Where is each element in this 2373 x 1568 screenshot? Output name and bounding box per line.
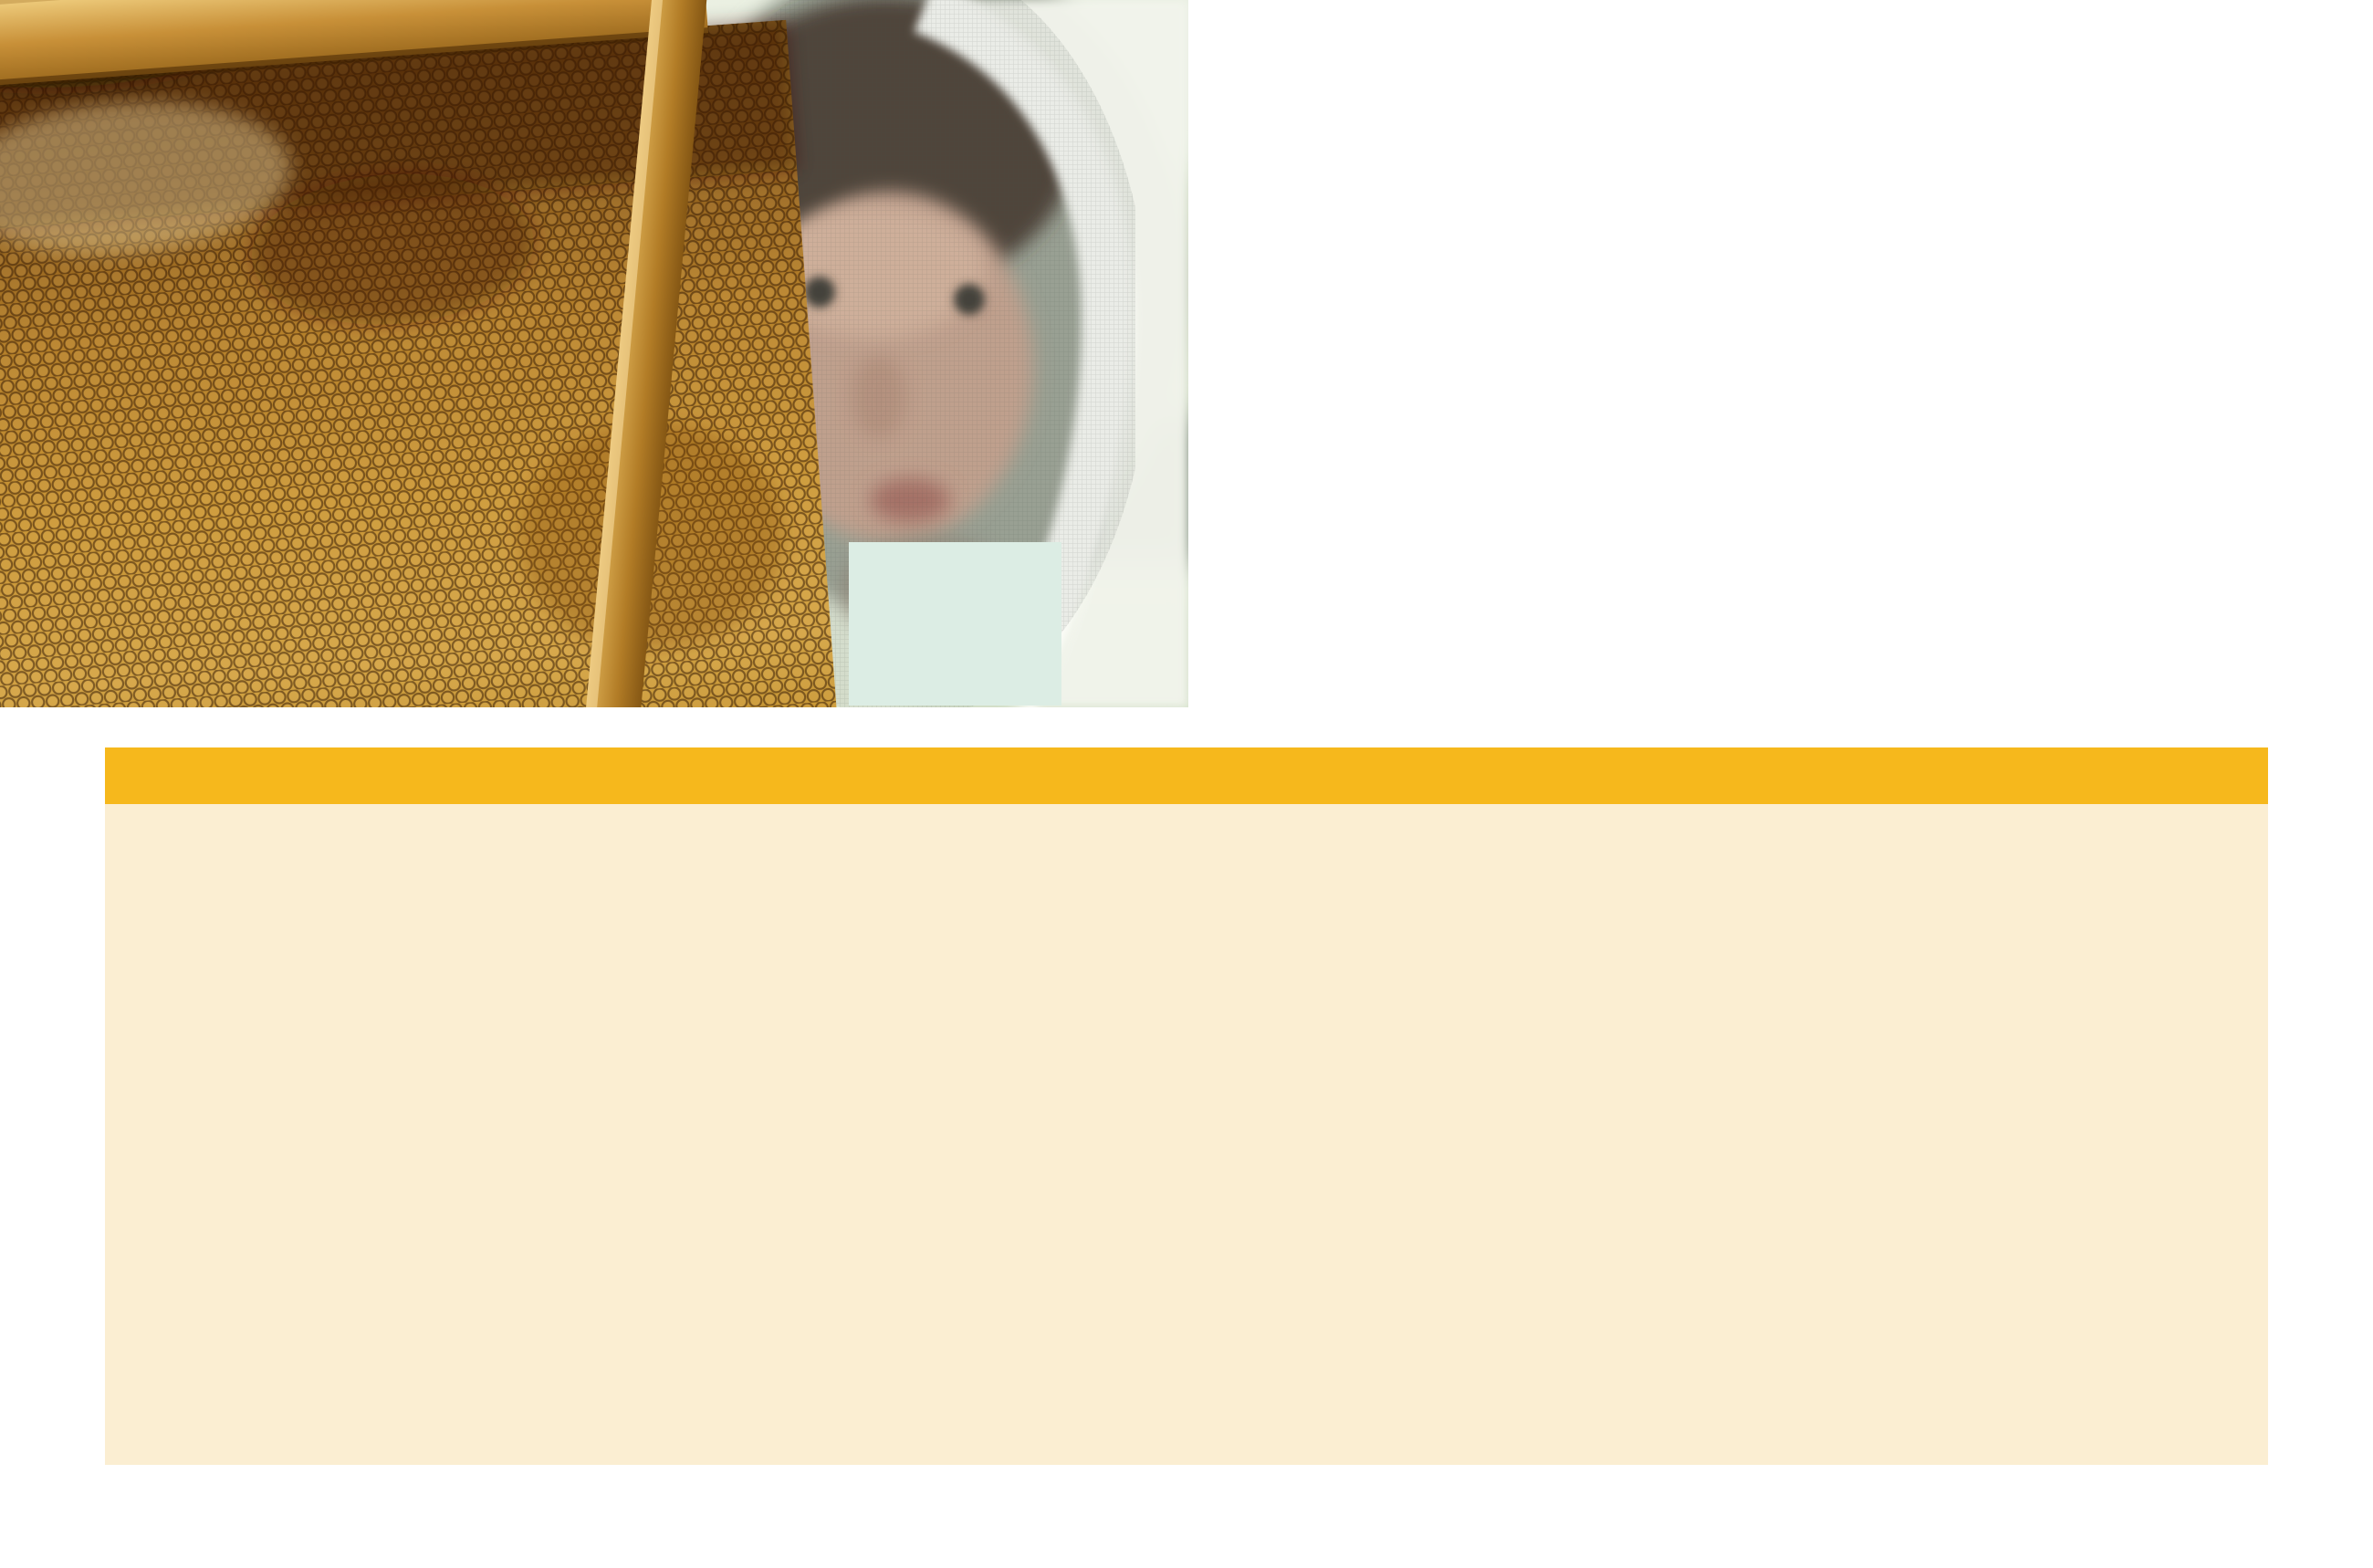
zone2-block: [1312, 890, 2235, 917]
sidebar-recognizing-strong-colony: [105, 747, 2268, 1465]
sidebar-left-column: [144, 826, 1104, 841]
sidebar-right-column: [1312, 826, 2235, 917]
hive-inspection-photo: [0, 0, 1188, 707]
honeycomb-frame: [0, 0, 839, 707]
photo-caption: [849, 542, 1061, 706]
sidebar-body: [105, 804, 2268, 1465]
sidebar-title-bar: [105, 747, 2268, 804]
